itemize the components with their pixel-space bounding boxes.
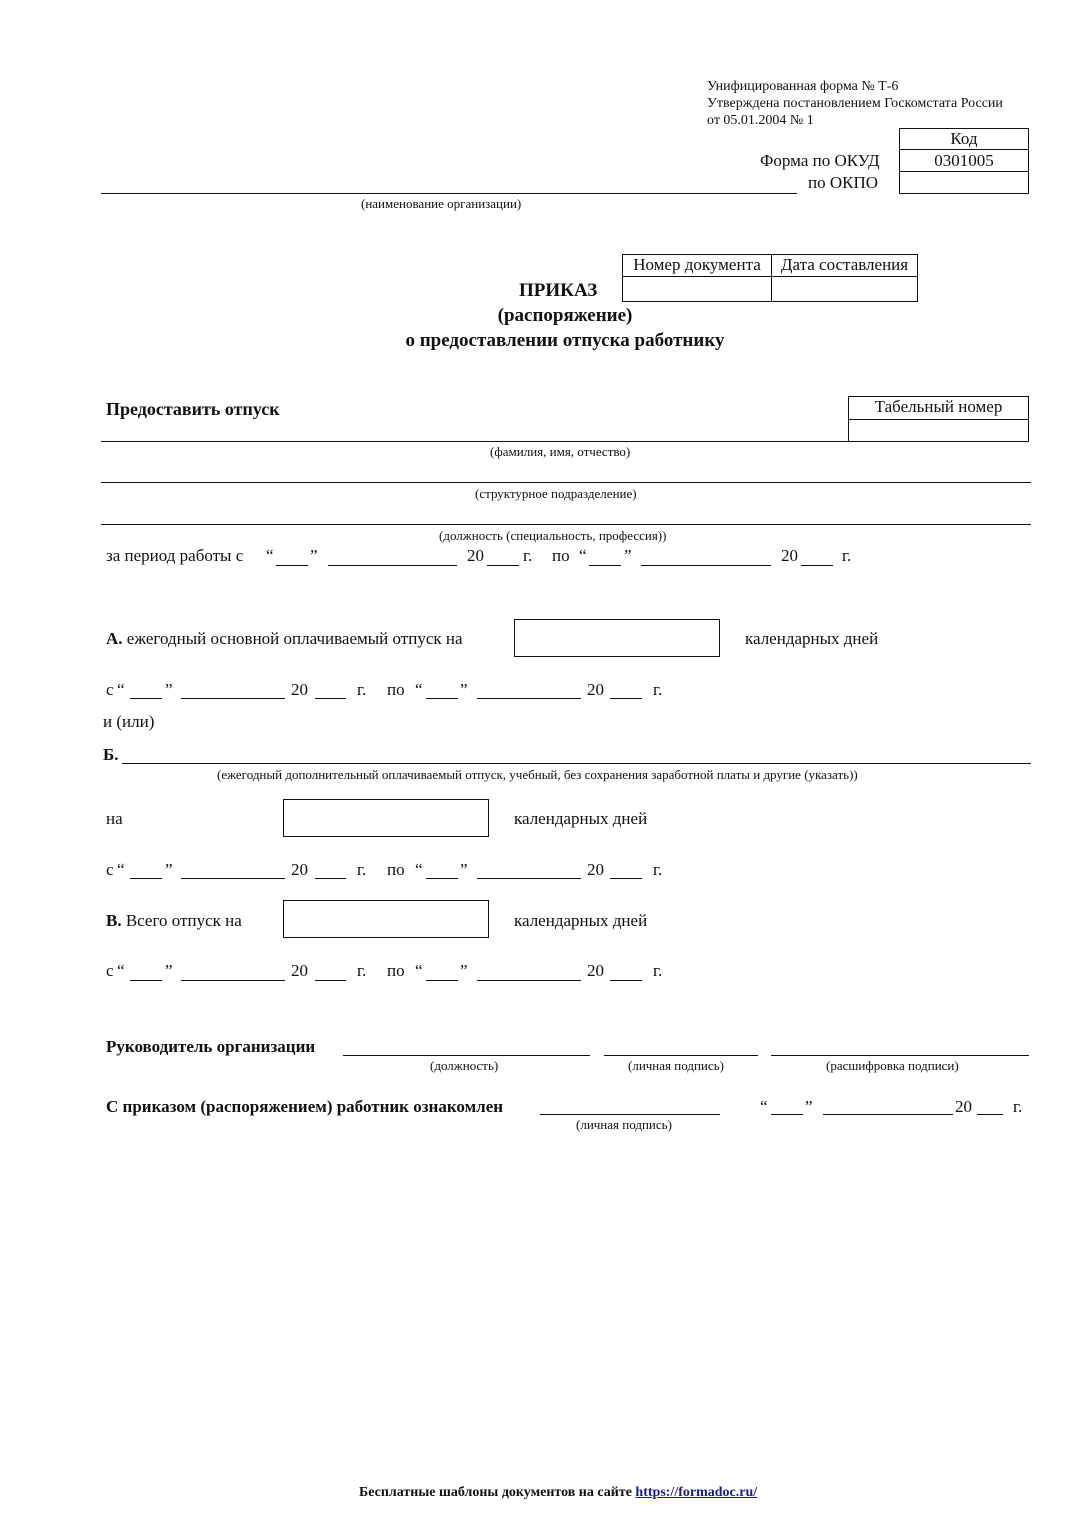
ack-year-line[interactable] xyxy=(977,1114,1003,1115)
period-to-q-open: “ xyxy=(579,546,587,565)
head-position-caption: (должность) xyxy=(430,1058,499,1073)
a-to-year-prefix: 20 xyxy=(587,680,604,699)
fio-line[interactable] xyxy=(101,441,848,442)
org-name-line[interactable] xyxy=(101,193,797,194)
period-to-month-line[interactable] xyxy=(641,565,771,566)
period-to-year-line[interactable] xyxy=(801,565,833,566)
v-from-day-line[interactable] xyxy=(130,980,162,981)
and-or-label: и (или) xyxy=(103,712,155,731)
division-line[interactable] xyxy=(101,482,1031,483)
v-to-year-suffix: г. xyxy=(653,961,663,980)
tab-number-field[interactable] xyxy=(848,419,1029,442)
period-to-q-close: ” xyxy=(624,546,632,565)
section-a-text: ежегодный основной оплачиваемый отпуск на xyxy=(126,629,463,648)
section-v-days-field[interactable] xyxy=(283,900,489,938)
a-from-year-suffix: г. xyxy=(357,680,367,699)
a-to-day-line[interactable] xyxy=(426,698,458,699)
b-to-q-close: ” xyxy=(460,860,468,879)
a-to-q-open: “ xyxy=(415,680,423,699)
b-from-label: с xyxy=(106,860,114,879)
a-from-q-close: ” xyxy=(165,680,173,699)
ack-day-line[interactable] xyxy=(771,1114,803,1115)
a-to-month-line[interactable] xyxy=(477,698,581,699)
form-number: Унифицированная форма № Т-6 xyxy=(707,79,899,94)
period-from-year-line[interactable] xyxy=(487,565,519,566)
footer-text: Бесплатные шаблоны документов на сайте xyxy=(359,1485,632,1500)
period-to-year-prefix: 20 xyxy=(781,546,798,565)
doc-number-field[interactable] xyxy=(622,276,772,302)
form-approval-date: от 05.01.2004 № 1 xyxy=(707,113,814,128)
ack-q-open: “ xyxy=(760,1097,768,1116)
a-to-q-close: ” xyxy=(460,680,468,699)
a-from-day-line[interactable] xyxy=(130,698,162,699)
ack-signature-line[interactable] xyxy=(540,1114,720,1115)
ack-year-prefix: 20 xyxy=(955,1097,972,1116)
v-from-year-prefix: 20 xyxy=(291,961,308,980)
okpo-value[interactable] xyxy=(899,171,1029,194)
head-signature-caption: (личная подпись) xyxy=(628,1058,724,1073)
section-b-caption: (ежегодный дополнительный оплачиваемый отпуск, учебный, без сохранения заработной платы и другие (указать)) xyxy=(217,767,858,782)
b-from-month-line[interactable] xyxy=(181,878,285,879)
period-from-year-suffix: г. xyxy=(523,546,533,565)
period-from-year-prefix: 20 xyxy=(467,546,484,565)
period-from-day-line[interactable] xyxy=(276,565,308,566)
okud-value[interactable]: 0301005 xyxy=(899,149,1029,172)
section-a-label xyxy=(106,629,463,649)
ack-signature-caption: (личная подпись) xyxy=(576,1117,672,1132)
a-to-year-line[interactable] xyxy=(610,698,642,699)
section-b-on-label: на xyxy=(106,809,123,828)
period-from-q-close: ” xyxy=(310,546,318,565)
tab-number-header: Табельный номер xyxy=(848,396,1029,420)
v-from-year-suffix: г. xyxy=(357,961,367,980)
head-decode-caption: (расшифровка подписи) xyxy=(826,1058,959,1073)
b-from-q-open: “ xyxy=(117,860,125,879)
a-from-month-line[interactable] xyxy=(181,698,285,699)
v-to-day-line[interactable] xyxy=(426,980,458,981)
period-to-label: по xyxy=(552,546,570,565)
b-from-year-suffix: г. xyxy=(357,860,367,879)
section-a-days-field[interactable] xyxy=(514,619,720,657)
ack-label: С приказом (распоряжением) работник ознакомлен xyxy=(106,1097,504,1116)
title-rasporyazhenie: (распоряжение) xyxy=(497,305,633,326)
doc-number-header: Номер документа xyxy=(622,254,772,277)
title-subject: о предоставлении отпуска работнику xyxy=(405,330,725,351)
section-v-text: Всего отпуск на xyxy=(125,911,242,930)
v-to-year-line[interactable] xyxy=(610,980,642,981)
ack-year-suffix: г. xyxy=(1013,1097,1023,1116)
section-v-days-suffix: календарных дней xyxy=(514,911,648,930)
division-caption: (структурное подразделение) xyxy=(475,486,637,501)
b-to-label: по xyxy=(387,860,405,879)
section-v-label xyxy=(106,911,242,931)
ack-q-close: ” xyxy=(805,1097,813,1116)
b-from-year-line[interactable] xyxy=(315,878,346,879)
b-to-q-open: “ xyxy=(415,860,423,879)
a-from-q-open: “ xyxy=(117,680,125,699)
form-approval: Утверждена постановлением Госкомстата России xyxy=(707,96,1003,111)
grant-leave-label: Предоставить отпуск xyxy=(106,399,280,419)
section-a-letter: А. xyxy=(106,629,123,648)
period-to-year-suffix: г. xyxy=(842,546,852,565)
fio-caption: (фамилия, имя, отчество) xyxy=(490,444,631,459)
doc-date-header: Дата составления xyxy=(771,254,918,277)
period-from-q-open: “ xyxy=(266,546,274,565)
okpo-label: по ОКПО xyxy=(808,173,879,192)
position-line[interactable] xyxy=(101,524,1031,525)
v-to-q-open: “ xyxy=(415,961,423,980)
b-to-day-line[interactable] xyxy=(426,878,458,879)
v-to-month-line[interactable] xyxy=(477,980,581,981)
period-label: за период работы с xyxy=(106,546,244,565)
v-from-q-open: “ xyxy=(117,961,125,980)
a-to-year-suffix: г. xyxy=(653,680,663,699)
v-to-label: по xyxy=(387,961,405,980)
a-from-year-line[interactable] xyxy=(315,698,346,699)
b-from-q-close: ” xyxy=(165,860,173,879)
form-info xyxy=(707,78,1003,129)
v-from-year-line[interactable] xyxy=(315,980,346,981)
footer-link[interactable]: https://formadoc.ru/ xyxy=(635,1485,758,1500)
b-to-year-suffix: г. xyxy=(653,860,663,879)
head-label: Руководитель организации xyxy=(106,1037,316,1056)
code-header: Код xyxy=(899,128,1029,150)
a-from-label: с xyxy=(106,680,114,699)
section-b-days-field[interactable] xyxy=(283,799,489,837)
a-from-year-prefix: 20 xyxy=(291,680,308,699)
head-signature-line[interactable] xyxy=(604,1055,758,1056)
v-from-label: с xyxy=(106,961,114,980)
a-to-label: по xyxy=(387,680,405,699)
b-to-year-line[interactable] xyxy=(610,878,642,879)
doc-date-field[interactable] xyxy=(771,276,918,302)
v-from-q-close: ” xyxy=(165,961,173,980)
section-b-letter: Б. xyxy=(103,745,119,764)
v-from-month-line[interactable] xyxy=(181,980,285,981)
section-v-letter: В. xyxy=(106,911,122,930)
period-from-month-line[interactable] xyxy=(328,565,457,566)
section-b-days-suffix: календарных дней xyxy=(514,809,648,828)
section-a-days-suffix: календарных дней xyxy=(745,629,879,648)
head-decode-line[interactable] xyxy=(771,1055,1029,1056)
position-caption: (должность (специальность, профессия)) xyxy=(439,528,667,543)
v-to-year-prefix: 20 xyxy=(587,961,604,980)
ack-month-line[interactable] xyxy=(823,1114,953,1115)
b-from-day-line[interactable] xyxy=(130,878,162,879)
footer xyxy=(359,1485,757,1501)
title-prikaz: ПРИКАЗ xyxy=(519,280,598,301)
section-b-type-line[interactable] xyxy=(122,763,1031,764)
b-to-month-line[interactable] xyxy=(477,878,581,879)
b-to-year-prefix: 20 xyxy=(587,860,604,879)
period-to-day-line[interactable] xyxy=(589,565,621,566)
v-to-q-close: ” xyxy=(460,961,468,980)
head-position-line[interactable] xyxy=(343,1055,590,1056)
b-from-year-prefix: 20 xyxy=(291,860,308,879)
org-name-caption: (наименование организации) xyxy=(361,196,522,211)
okud-label: Форма по ОКУД xyxy=(760,151,880,170)
